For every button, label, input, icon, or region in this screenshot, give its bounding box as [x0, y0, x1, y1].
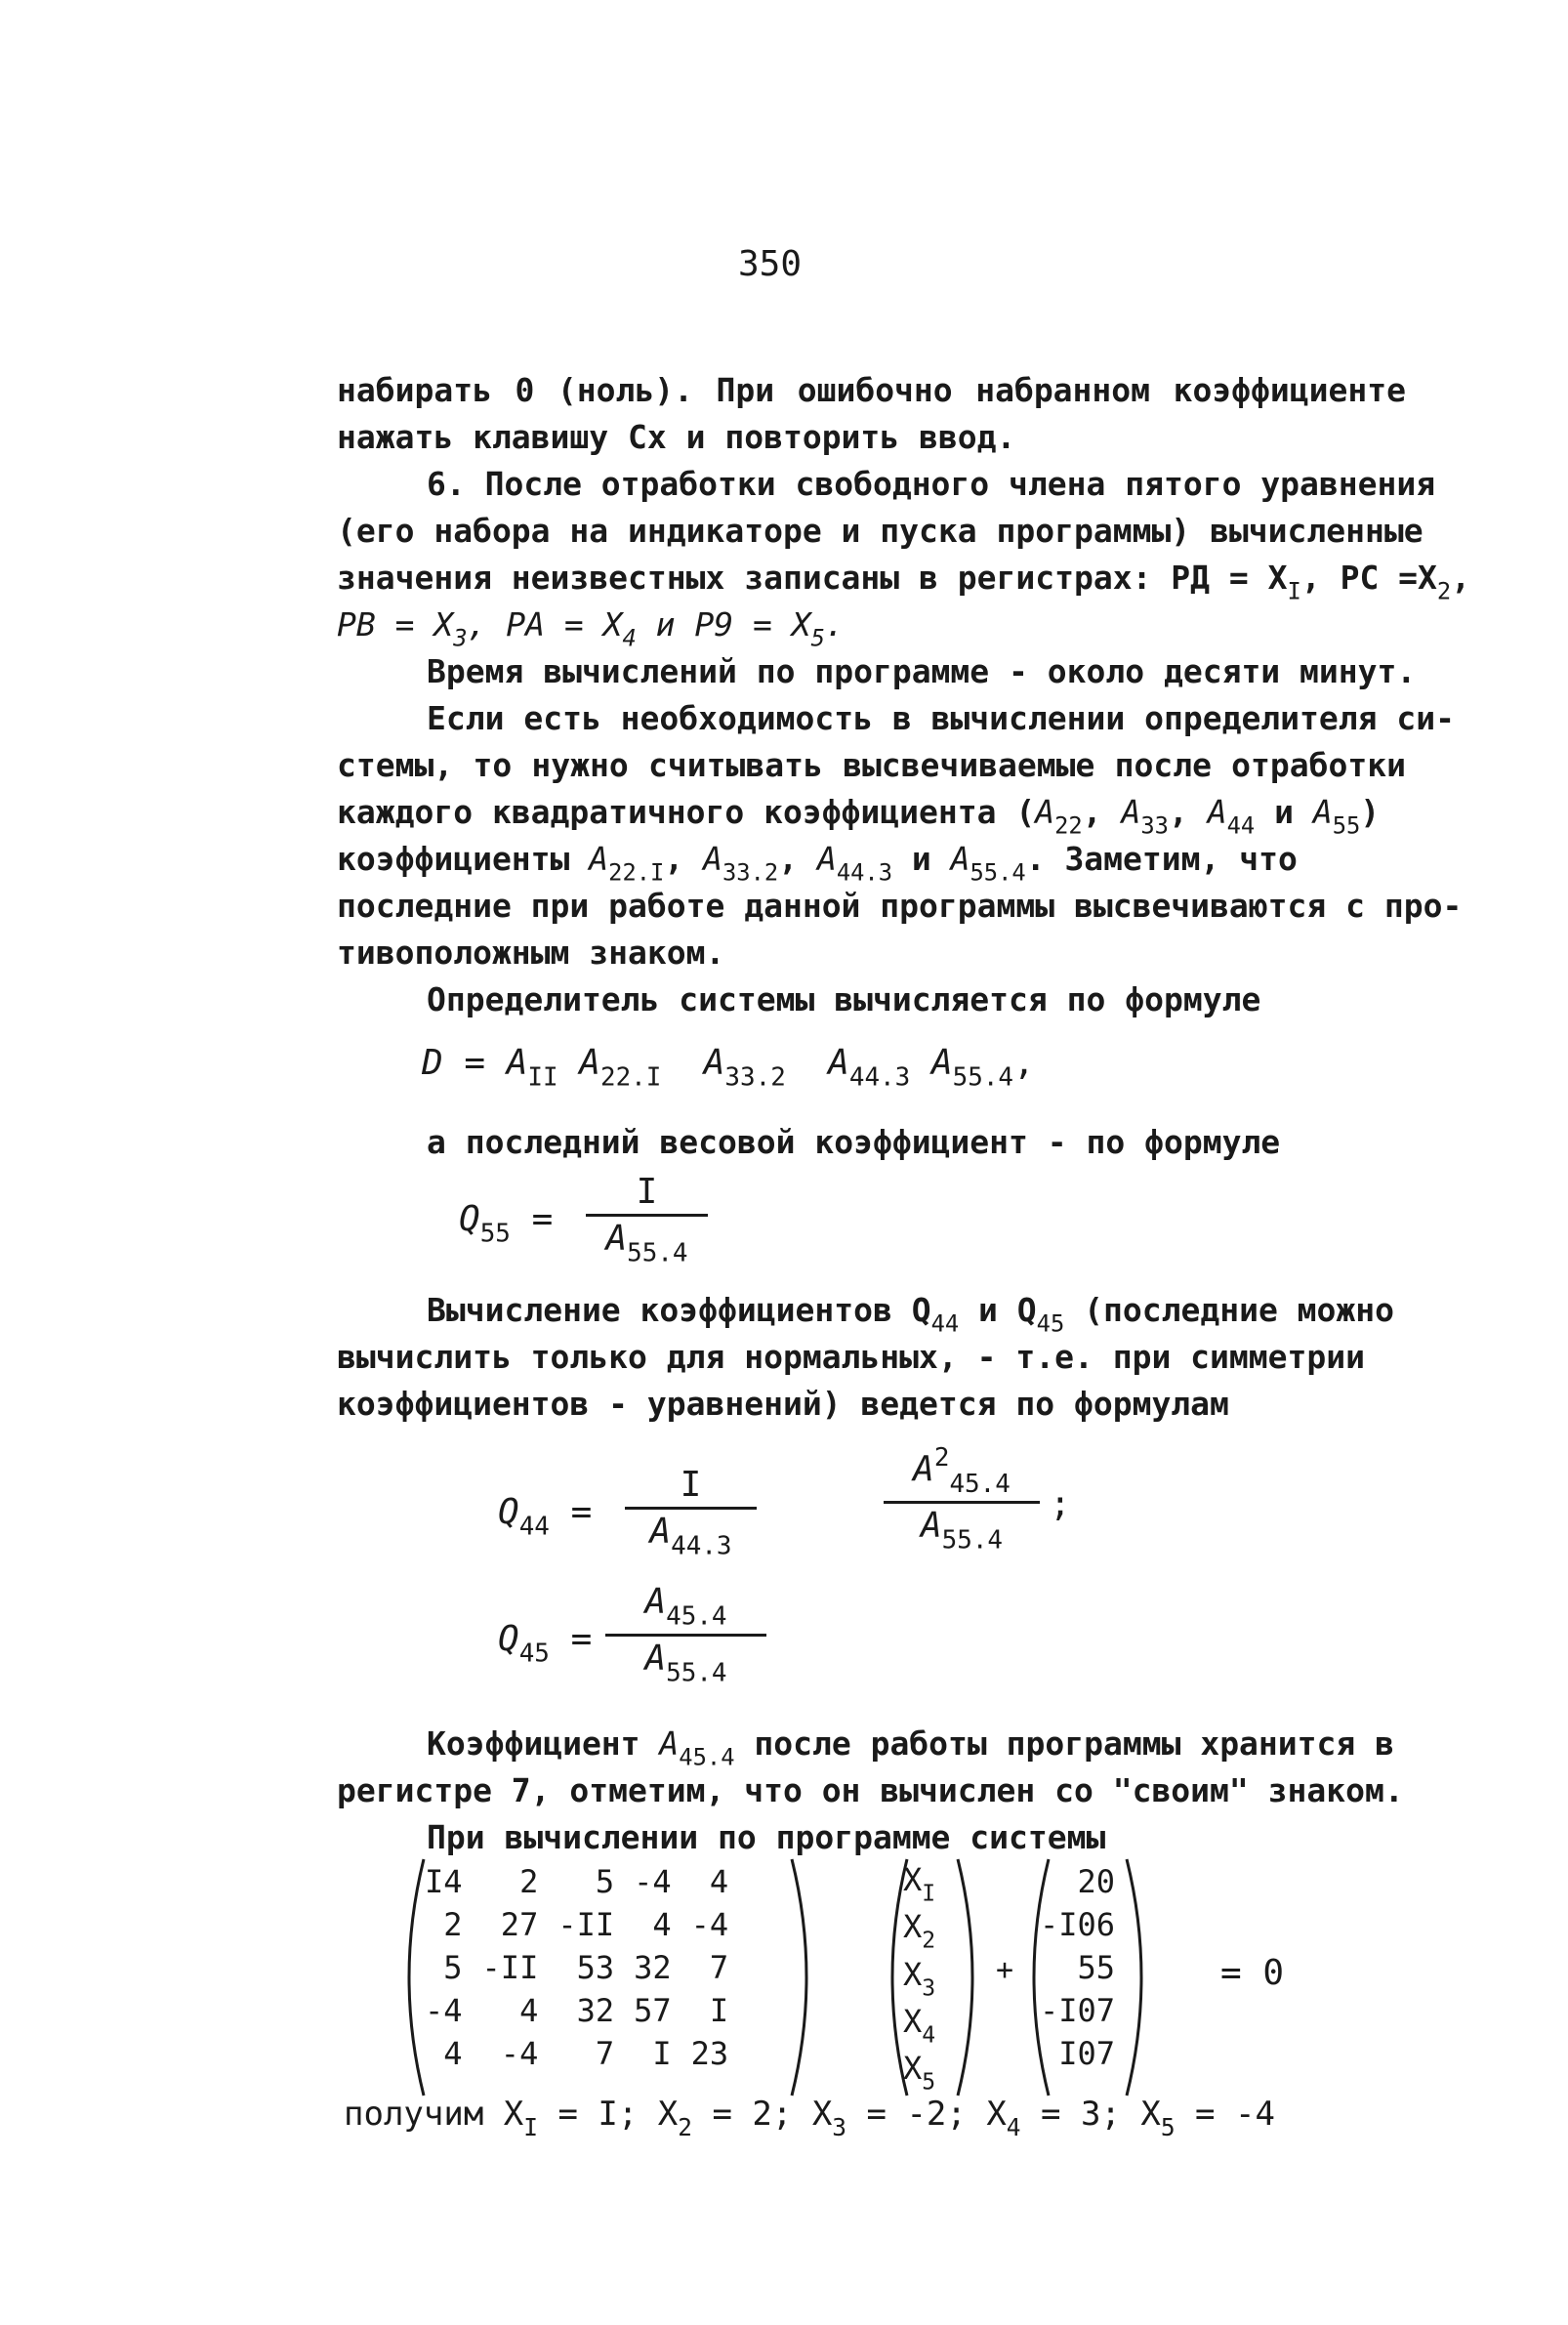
vector-row — [893, 1860, 945, 1907]
matrix-cell: 4 — [709, 1863, 729, 1900]
paragraph-4-line-4: коэффициенты $A_{22.I}$, $A_{33.2}$, $A_{44.3}$ и $A_{55.4}$. Заметим, что — [337, 840, 1298, 887]
unknown-cell — [893, 1955, 945, 2002]
subscript: 4 — [922, 2022, 936, 2049]
paragraph-8-line-1 — [427, 1724, 1394, 1777]
q44-second-fraction — [884, 1443, 1040, 1556]
symbol-a: A — [659, 1724, 680, 1763]
symbol-a: A — [589, 840, 609, 878]
subscript: 44.3 — [671, 1531, 732, 1561]
subscript: II — [527, 1062, 558, 1093]
subscript: 45.4 — [679, 1743, 735, 1771]
q44-fraction — [625, 1465, 757, 1561]
q45-fraction — [605, 1582, 766, 1687]
paragraph-4-line-6: тивоположным знаком. — [337, 934, 725, 972]
subscript: 45 — [518, 1639, 550, 1669]
matrix-cell: 5 — [443, 1949, 463, 1986]
q55-label — [459, 1199, 553, 1249]
subscript: 44.3 — [848, 1062, 911, 1093]
constant-cell: 55 — [1077, 1949, 1116, 1986]
text: коэффициенты — [337, 840, 590, 878]
matrix-row — [415, 1989, 738, 2032]
matrix-cell: 4 — [652, 1906, 672, 1943]
denominator — [625, 1512, 757, 1561]
subscript: I — [1287, 577, 1301, 605]
text: после работы программы хранится в — [734, 1724, 1395, 1763]
subscript: 33.2 — [724, 1062, 786, 1093]
symbol-a: A — [816, 840, 837, 878]
matrix-cell: -4 — [425, 1992, 463, 2029]
symbol-a: A — [1121, 793, 1141, 831]
symbol-x: X — [903, 2050, 923, 2088]
paragraph-7-line-1 — [427, 1291, 1394, 1344]
text: , — [1013, 1043, 1035, 1083]
paragraph-8-line-2: регистре 7, отметим, что он вычислен со "своим" знаком. — [337, 1771, 1404, 1809]
symbol-a: A — [913, 1449, 934, 1490]
subscript: 55.4 — [970, 858, 1026, 887]
symbol-a: A — [644, 1638, 667, 1679]
text: . Заметим, что — [1025, 840, 1298, 878]
matrix-cell: -4 — [690, 1906, 729, 1943]
matrix-cell: I — [709, 1992, 729, 2029]
text: . — [824, 605, 845, 644]
symbol-a: A — [950, 840, 970, 878]
vector-row — [1030, 2032, 1125, 2075]
subscript: I — [922, 1881, 936, 1907]
numerator: I — [636, 1172, 658, 1212]
text: Вычисление коэффициентов Q — [427, 1291, 931, 1329]
symbol-x: X — [903, 1861, 923, 1898]
denominator — [884, 1506, 1040, 1556]
symbol-a: A — [1312, 793, 1333, 831]
paragraph-9: При вычислении по программе системы — [427, 1818, 1106, 1856]
q44-label — [498, 1492, 592, 1542]
matrix-cell: 32 — [634, 1949, 672, 1986]
symbol-x: X — [903, 2003, 923, 2041]
subscript: 44.3 — [836, 858, 893, 887]
matrix-cell: I — [652, 2035, 672, 2072]
paragraph-1-line-1: набирать 0 (ноль). При ошибочно набранном коэффициенте — [337, 371, 1406, 409]
subscript: 5 — [810, 624, 825, 652]
text: Коэффициент — [427, 1724, 660, 1763]
constant-cell: 20 — [1077, 1863, 1116, 1900]
matrix-cell: 7 — [595, 2035, 615, 2072]
paragraph-2-line-3 — [337, 559, 1470, 611]
equals-sign: = — [531, 1199, 554, 1239]
subscript: 55.4 — [952, 1062, 1014, 1093]
symbol-a: A — [644, 1582, 667, 1622]
subscript: 22.I — [599, 1062, 662, 1093]
text: и — [892, 840, 951, 878]
paragraph-4-line-3: каждого квадратичного коэффициента ($A_{22}$, $A_{33}$, $A_{44}$ и $A_{55}$) — [337, 793, 1381, 840]
matrix-cell: 57 — [634, 1992, 672, 2029]
symbol-a: A — [1035, 793, 1055, 831]
fraction-bar — [605, 1634, 766, 1637]
subscript: 2 — [922, 1928, 936, 1954]
unknown-cell — [893, 2049, 945, 2096]
text: , — [1451, 559, 1471, 597]
subscript: 44 — [518, 1512, 550, 1542]
unknowns-vector — [893, 1860, 945, 2097]
symbol-a: A — [1207, 793, 1227, 831]
subscript: 55 — [1332, 811, 1361, 840]
matrix-cell: 2 — [443, 1906, 463, 1943]
subscript: 4 — [1006, 2113, 1021, 2142]
paragraph-7-line-3: коэффициентов - уравнений) ведется по формулам — [337, 1385, 1229, 1423]
subscript: 55 — [479, 1219, 511, 1249]
text: = 2; X — [692, 2095, 833, 2134]
paragraph-2-line-4 — [337, 605, 845, 658]
text: и Р9 = X — [636, 605, 811, 644]
denominator — [605, 1639, 766, 1688]
numerator: I — [680, 1465, 702, 1505]
subscript: 55.4 — [666, 1658, 727, 1688]
matrix-cell: 32 — [576, 1992, 615, 2029]
constant-cell: I07 — [1058, 2035, 1116, 2072]
coefficient-matrix — [415, 1860, 738, 2075]
text: каждого квадратичного коэффициента ( — [337, 793, 1036, 831]
text: = -4 — [1175, 2095, 1275, 2134]
matrix-cell: 7 — [709, 1949, 729, 1986]
symbol-q: Q — [459, 1199, 480, 1239]
paragraph-1-line-2: нажать клавишу Сх и повторить ввод. — [337, 418, 1016, 456]
matrix-cell: -II — [557, 1906, 615, 1943]
paragraph-3: Время вычислений по программе - около десяти минут. — [427, 652, 1417, 690]
symbol-a: A — [649, 1512, 672, 1552]
matrix-cell: 23 — [690, 2035, 729, 2072]
result-line — [344, 2095, 1275, 2141]
vector-b-right-paren — [1121, 1855, 1160, 2099]
subscript: 5 — [1160, 2113, 1176, 2142]
subscript: 22 — [1054, 811, 1083, 840]
matrix-row — [415, 2032, 738, 2075]
subscript: 45 — [1036, 1309, 1065, 1338]
constant-cell: -I07 — [1040, 1992, 1116, 2029]
matrix-cell: I4 — [425, 1863, 463, 1900]
matrix-cell: -II — [481, 1949, 539, 1986]
fraction-bar — [625, 1507, 757, 1510]
subscript: 55.4 — [627, 1238, 688, 1268]
subscript: 5 — [922, 2069, 936, 2096]
symbol-a: A — [579, 1043, 600, 1083]
symbol-q: Q — [498, 1619, 519, 1659]
matrix-cell: 53 — [576, 1949, 615, 1986]
matrix-row — [415, 1860, 738, 1903]
fraction-bar — [884, 1501, 1040, 1504]
semicolon: ; — [1050, 1484, 1071, 1524]
subscript: 33 — [1140, 811, 1169, 840]
symbol-a: A — [605, 1219, 628, 1259]
paragraph-4-line-2: стемы, то нужно считывать высвечиваемые после отработки — [337, 746, 1406, 784]
subscript: 2 — [678, 2113, 692, 2142]
subscript: 22.I — [608, 858, 665, 887]
q55-fraction — [586, 1172, 708, 1268]
symbol-a: A — [506, 1043, 528, 1083]
symbol-d: D — [422, 1043, 443, 1083]
unknown-cell — [893, 2002, 945, 2049]
matrix-cell: 27 — [500, 1906, 539, 1943]
symbol-q: Q — [498, 1492, 519, 1532]
vector-row — [893, 2002, 945, 2049]
subscript: I — [523, 2113, 538, 2142]
text: ) — [1360, 793, 1381, 831]
paragraph-2-line-2: (его набора на индикаторе и пуска программы) вычисленные — [337, 512, 1424, 550]
text: и — [1255, 793, 1313, 831]
paragraph-4-line-1: Если есть необходимость в вычислении определителя си- — [427, 699, 1455, 737]
text: , РА = X — [467, 605, 623, 644]
symbol-x: X — [903, 1955, 923, 1993]
matrix-cell: -4 — [634, 1863, 672, 1900]
numerator — [884, 1443, 1040, 1499]
subscript: 3 — [922, 1975, 936, 2002]
vector-row — [893, 2049, 945, 2096]
symbol-a: A — [920, 1506, 942, 1547]
text: РВ = X — [337, 605, 454, 644]
text: = 3; X — [1020, 2095, 1161, 2134]
text: и Q — [959, 1291, 1037, 1329]
equals-sign: = — [570, 1492, 593, 1532]
vector-row — [1030, 1860, 1125, 1903]
superscript: 2 — [933, 1443, 950, 1473]
matrix-cell: 4 — [443, 2035, 463, 2072]
unknown-cell — [893, 1907, 945, 1954]
subscript: 2 — [1436, 577, 1452, 605]
matrix-row — [415, 1946, 738, 1989]
subscript: 44 — [1226, 811, 1256, 840]
paragraph-6: а последний весовой коэффициент - по формуле — [427, 1123, 1281, 1161]
subscript: 45.4 — [949, 1470, 1011, 1500]
text: , РС =X — [1300, 559, 1437, 597]
q45-label — [498, 1619, 592, 1669]
subscript: 33.2 — [722, 858, 779, 887]
paragraph-2-line-1: 6. После отработки свободного члена пятого уравнения — [427, 465, 1436, 503]
matrix-right-paren — [786, 1855, 825, 2099]
equals-sign: = — [570, 1619, 593, 1659]
subscript: 4 — [622, 624, 637, 652]
determinant-formula — [422, 1043, 1035, 1093]
subscript: 3 — [453, 624, 468, 652]
unknown-cell — [893, 1860, 945, 1907]
matrix-cell: 4 — [519, 1992, 539, 2029]
subscript: 44 — [930, 1309, 960, 1338]
vector-row — [1030, 1989, 1125, 2032]
subscript: 3 — [832, 2113, 847, 2142]
matrix-row — [415, 1903, 738, 1946]
matrix-cell: 5 — [595, 1863, 615, 1900]
symbol-x: X — [903, 1908, 923, 1946]
vector-row — [893, 1955, 945, 2002]
constants-vector — [1030, 1860, 1125, 2075]
symbol-a: A — [703, 840, 722, 878]
symbol-a: A — [930, 1043, 953, 1083]
constant-cell: -I06 — [1040, 1906, 1116, 1943]
paragraph-7-line-2: вычислить только для нормальных, - т.е. при симметрии — [337, 1338, 1365, 1376]
paragraph-4-line-5: последние при работе данной программы высвечиваются с про- — [337, 887, 1463, 925]
symbol-a: A — [703, 1043, 725, 1083]
plus-sign: + — [996, 1953, 1014, 1987]
subscript: 45.4 — [666, 1601, 727, 1632]
matrix-cell: -4 — [500, 2035, 539, 2072]
vector-row — [1030, 1946, 1125, 1989]
text: (последние можно — [1064, 1291, 1395, 1329]
vector-row — [893, 1907, 945, 1954]
matrix-cell: 2 — [519, 1863, 539, 1900]
numerator — [605, 1582, 766, 1632]
equals-sign: = — [442, 1043, 507, 1083]
subscript: 55.4 — [941, 1525, 1004, 1556]
vector-x-right-paren — [952, 1855, 991, 2099]
text: = I; X — [537, 2095, 679, 2134]
page-number: 350 — [738, 244, 803, 284]
text: получим X — [344, 2095, 524, 2134]
paragraph-5: Определитель системы вычисляется по формуле — [427, 980, 1261, 1018]
text: значения неизвестных записаны в регистрах: РД = X — [337, 559, 1288, 597]
text: = -2; X — [846, 2095, 1007, 2134]
vector-row — [1030, 1903, 1125, 1946]
equals-zero: = 0 — [1220, 1953, 1285, 1993]
fraction-bar — [586, 1214, 708, 1217]
symbol-a: A — [828, 1043, 849, 1083]
denominator — [586, 1219, 708, 1268]
